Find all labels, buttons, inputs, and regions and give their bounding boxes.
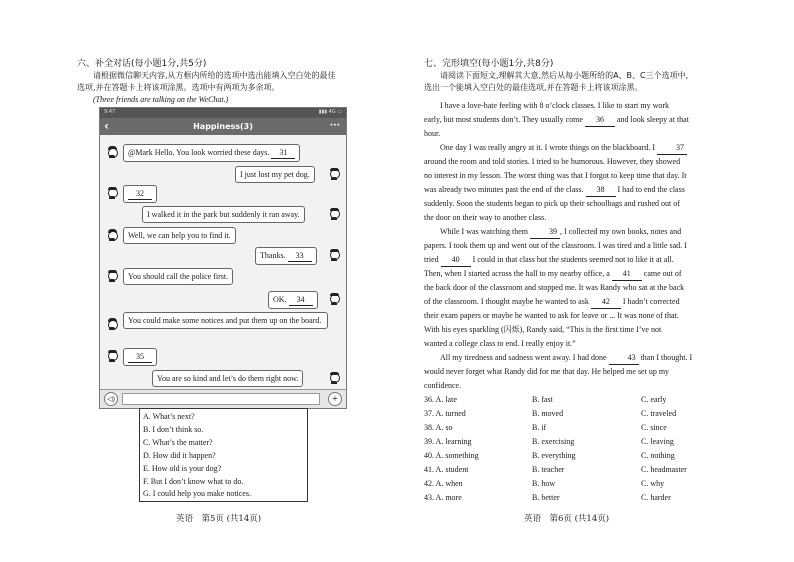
- passage-line: I have a love-hate feeling with 8 o’clock classes. I like to start my work: [440, 101, 670, 110]
- blank-34: 34: [289, 294, 313, 306]
- blank-31: 31: [271, 147, 295, 159]
- chat-message: I walked it in the park but suddenly it ran away.: [142, 206, 305, 223]
- choice-b-36: B. fast: [532, 395, 553, 404]
- chat-input-bar: [100, 389, 346, 408]
- passage-line: would never forget what Randy did for me that day. He helped me set up my: [424, 367, 670, 376]
- chat-message: You should call the police first.: [123, 268, 233, 285]
- back-arrow-icon[interactable]: ‹: [104, 119, 109, 133]
- option-item: B. I don’t think so.: [143, 425, 204, 434]
- avatar-girl-icon: [106, 318, 118, 330]
- cloze-instruction-line1: 请阅读下面短文,理解其大意,然后从每小题所给的A、B、C三个选项中,: [440, 71, 689, 80]
- passage-line: was already two minutes past the end of the class. 38 I had to end the class: [424, 184, 719, 197]
- choice-a-40: 40. A. something: [424, 451, 479, 460]
- passage-line: hour.: [424, 129, 441, 138]
- blank-39: 39: [530, 226, 560, 239]
- option-item: G. I could help you make notices.: [143, 489, 251, 498]
- wechat-phone-mockup: [99, 107, 347, 409]
- passage-line: suddenly. Soon the students began to pick up their schoolbags and rushed out of: [424, 199, 680, 208]
- status-icons: ▮▮▮ 4G ▭: [318, 109, 342, 115]
- blank-40: 40: [441, 254, 471, 267]
- choice-a-39: 39. A. learning: [424, 437, 472, 446]
- dialogue-instruction-line2: 选项,并在答题卡上将该项涂黑。选项中有两项为多余项。: [77, 83, 280, 92]
- choice-c-40: C. nothing: [641, 451, 675, 460]
- dialogue-instruction-line1: 请根据微信聊天内容,从方框内所给的选项中选出能填入空白处的最佳: [93, 71, 336, 80]
- blank-32: 32: [128, 188, 152, 200]
- section-title-cloze: 七、完形填空(每小题1分,共8分): [424, 59, 554, 69]
- passage-line: tried 40 I could in that class but the students seemed not to like it at all.: [424, 254, 719, 267]
- option-item: D. How did it happen?: [143, 451, 216, 460]
- avatar-friend-icon: [106, 270, 118, 282]
- chat-message: You could make some notices and put them up on the board.: [123, 312, 328, 329]
- chat-message: Well, we can help you to find it.: [123, 227, 236, 244]
- blank-38: 38: [586, 184, 616, 197]
- choice-b-38: B. if: [532, 423, 547, 432]
- avatar-friend-icon: [106, 350, 118, 362]
- choice-c-43: C. harder: [641, 493, 671, 502]
- choice-b-43: B. better: [532, 493, 560, 502]
- choice-c-38: C. since: [641, 423, 667, 432]
- passage-line: confidence.: [424, 381, 462, 390]
- passage-line: papers. I took them up and went out of the classroom. I was tired and a little sad. I: [424, 241, 687, 250]
- avatar-girl-icon: [106, 146, 118, 158]
- chat-message: Thanks. 33: [255, 247, 317, 265]
- avatar-boy-icon: [328, 372, 340, 384]
- blank-37: 37: [657, 142, 687, 155]
- passage-line: early, but most students don’t. They usually come 36 and look sleepy at that: [424, 114, 719, 127]
- avatar-friend-icon: [106, 187, 118, 199]
- choice-b-40: B. everything: [532, 451, 576, 460]
- chat-message: @Mark Hello. You look worried these days. 31: [123, 144, 300, 162]
- status-time: 9:47: [104, 109, 116, 115]
- chat-message: You are so kind and let’s do them right now.: [152, 370, 303, 387]
- chat-header: [100, 118, 346, 135]
- passage-line: their exam papers or maybe he wanted to ask for leave or ... It was none of that.: [424, 311, 679, 320]
- passage-line: All my tiredness and sadness went away. I had done 43 than I thought. I: [424, 352, 719, 365]
- option-item: C. What’s the matter?: [143, 438, 213, 447]
- choice-a-43: 43. A. more: [424, 493, 462, 502]
- more-options-icon[interactable]: ···: [329, 121, 340, 131]
- avatar-girl-icon: [106, 229, 118, 241]
- option-item: A. What’s next?: [143, 412, 195, 421]
- passage-line: While I was watching them 39 , I collected my own books, notes and: [424, 226, 719, 239]
- passage-line: around the room and told stories. I tried to be humorous. However, they showed: [424, 157, 681, 166]
- chat-message: I just lost my pet dog.: [235, 166, 315, 183]
- passage-line: the back door of the classroom and stopped me. It was Randy who sat at the back: [424, 283, 685, 292]
- passage-line: wanted a college class to end. I really enjoy it.”: [424, 339, 576, 348]
- passage-line: With his eyes sparkling (闪烁), Randy said, “This is the first time I’ve not: [424, 325, 662, 334]
- option-item: E. How old is your dog?: [143, 464, 222, 473]
- dialogue-note: (Three friends are talking on the WeChat.): [93, 95, 229, 104]
- avatar-boy-icon: [328, 293, 340, 305]
- choice-a-37: 37. A. turned: [424, 409, 466, 418]
- dialogue-options-box: [139, 408, 308, 502]
- avatar-boy-icon: [328, 249, 340, 261]
- page-footer-left: 英语 第5页 (共14页): [176, 514, 262, 524]
- phone-status-bar: [100, 108, 346, 118]
- blank-33: 33: [288, 250, 312, 262]
- choice-c-37: C. traveled: [641, 409, 677, 418]
- chat-title: Happiness(3): [193, 122, 253, 131]
- chat-message: OK. 34: [268, 291, 318, 309]
- chat-message: [123, 348, 157, 366]
- choice-c-42: C. why: [641, 479, 665, 488]
- choice-b-39: B. exercising: [532, 437, 575, 446]
- cloze-instruction-line2: 选出一个能填入空白处的最佳选项,并在答题卡上将该项涂黑。: [424, 83, 643, 92]
- choice-a-36: 36. A. late: [424, 395, 457, 404]
- chat-message: [123, 185, 157, 203]
- section-title-dialogue: 六、补全对话(每小题1分,共5分): [77, 59, 207, 69]
- page-footer-right: 英语 第6页 (共14页): [524, 514, 610, 524]
- passage-line: no interest in my lesson. The worst thing was that I forgot to keep time that day. It: [424, 171, 687, 180]
- passage-line: One day I was really angry at it. I wrote things on the blackboard. I 37: [424, 142, 719, 155]
- blank-35: 35: [128, 351, 152, 363]
- choice-c-36: C. early: [641, 395, 667, 404]
- avatar-boy-icon: [328, 168, 340, 180]
- avatar-boy-icon: [328, 208, 340, 220]
- choice-a-42: 42. A. when: [424, 479, 463, 488]
- blank-42: 42: [591, 296, 621, 309]
- option-item: F. But I don’t know what to do.: [143, 477, 244, 486]
- choice-b-41: B. teacher: [532, 465, 565, 474]
- plus-icon[interactable]: +: [328, 392, 342, 406]
- passage-line: of the classroom. I thought maybe he wanted to ask 42 I hadn’t corrected: [424, 296, 719, 309]
- choice-a-38: 38. A. so: [424, 423, 453, 432]
- blank-36: 36: [585, 114, 615, 127]
- blank-43: 43: [609, 352, 639, 365]
- choice-c-39: C. leaving: [641, 437, 674, 446]
- choice-c-41: C. headmaster: [641, 465, 687, 474]
- choice-b-42: B. how: [532, 479, 556, 488]
- choice-b-37: B. moved: [532, 409, 564, 418]
- message-input[interactable]: [122, 393, 320, 405]
- passage-line: the door on their way to another class.: [424, 213, 547, 222]
- passage-line: Then, when I started across the hall to my nearby office, a 41 came out of: [424, 268, 719, 281]
- voice-icon[interactable]: ◁): [104, 392, 118, 406]
- choice-a-41: 41. A. student: [424, 465, 469, 474]
- blank-41: 41: [612, 268, 642, 281]
